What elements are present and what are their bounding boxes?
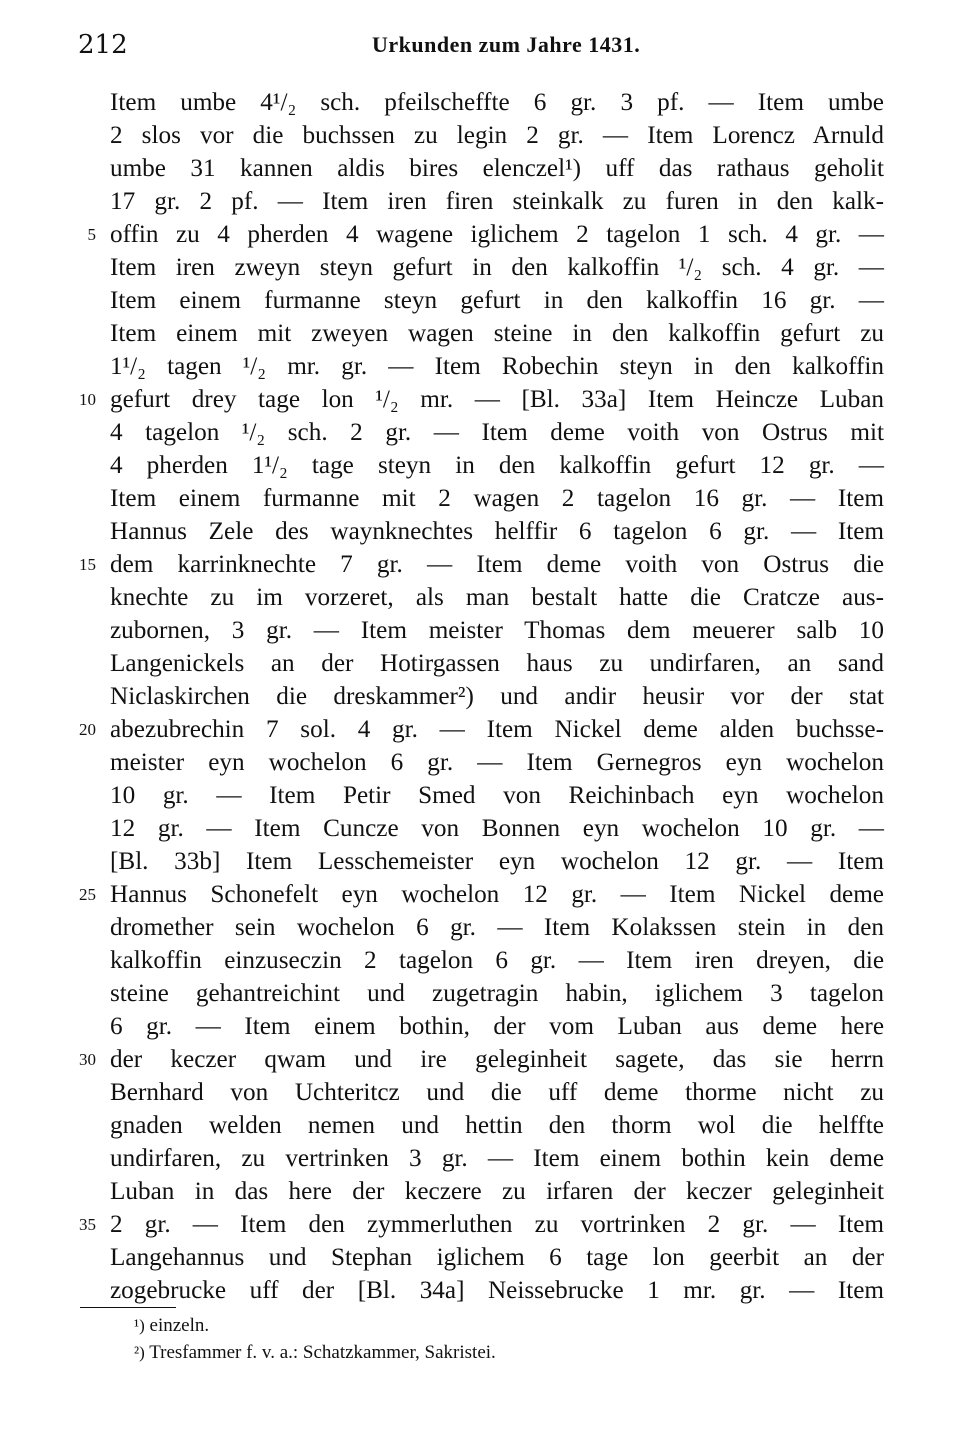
line-number: 35 <box>79 1215 96 1234</box>
text-line: Hannus Schonefelt eyn wochelon 12 gr. — Item Nickel deme <box>110 881 884 908</box>
text-line: [Bl. 33b] Item Lesschemeister eyn wochelon 12 gr. — Item <box>110 848 884 875</box>
text-line: Item einem furmanne mit 2 wagen 2 tagelon 16 gr. — Item <box>110 485 884 512</box>
footnote-text: einzeln. <box>149 1315 210 1336</box>
text-line: steine gehantreichint und zugetragin habin, iglichem 3 tagelon <box>110 980 884 1007</box>
text-line: 2 slos vor die buchssen zu legin 2 gr. — Item Lorencz Arnuld <box>110 122 884 149</box>
footnote-text: Tresfammer f. v. a.: Schatzkammer, Sakristei. <box>149 1342 496 1363</box>
text-line: zubornen, 3 gr. — Item meister Thomas dem meuerer salb 10 <box>110 617 884 644</box>
text-line: undirfaren, zu vertrinken 3 gr. — Item einem bothin kein deme <box>110 1145 884 1172</box>
page-number: 212 <box>78 30 128 60</box>
footnote-mark: ¹) <box>134 1316 145 1335</box>
footnote-mark: ²) <box>134 1343 145 1362</box>
line-number: 25 <box>79 885 96 904</box>
line-number: 20 <box>79 720 96 739</box>
footnote <box>134 1339 834 1366</box>
line-number: 10 <box>79 390 96 409</box>
line-number: 5 <box>87 225 96 244</box>
text-line: Langenickels an der Hotirgassen haus zu undirfaren, an sand <box>110 650 884 677</box>
text-line: 4 tagelon ¹/₂ sch. 2 gr. — Item deme voith von Ostrus mit <box>110 419 884 446</box>
text-line: knechte zu im vorzeret, als man bestalt hatte die Cratcze aus- <box>110 584 884 611</box>
text-line: 1¹/₂ tagen ¹/₂ mr. gr. — Item Robechin steyn in den kalkoffin <box>110 353 884 380</box>
text-line: Hannus Zele des waynknechtes helffir 6 tagelon 6 gr. — Item <box>110 518 884 545</box>
text-line: zogebrucke uff der [Bl. 34a] Neissebrucke 1 mr. gr. — Item <box>110 1277 884 1304</box>
text-line: dromether sein wochelon 6 gr. — Item Kolakssen stein in den <box>110 914 884 941</box>
text-line: der keczer qwam und ire geleginheit sagete, das sie herrn <box>110 1046 884 1073</box>
text-line: gnaden welden nemen und hettin den thorm wol die helffte <box>110 1112 884 1139</box>
text-line: 2 gr. — Item den zymmerluthen zu vortrinken 2 gr. — Item <box>110 1211 884 1238</box>
line-number: 15 <box>79 555 96 574</box>
running-head: Urkunden zum Jahre 1431. <box>372 32 641 57</box>
text-line: Item einem mit zweyen wagen steine in den kalkoffin gefurt zu <box>110 320 884 347</box>
text-line: dem karrinknechte 7 gr. — Item deme voith von Ostrus die <box>110 551 884 578</box>
footnote <box>134 1312 834 1339</box>
text-line: offin zu 4 pherden 4 wagene iglichem 2 tagelon 1 sch. 4 gr. — <box>110 221 884 248</box>
text-line: Niclaskirchen die dreskammer²) und andir heusir vor der stat <box>110 683 884 710</box>
text-line: Item umbe 4¹/₂ sch. pfeilscheffte 6 gr. 3 pf. — Item umbe <box>110 89 884 116</box>
line-number: 30 <box>79 1050 96 1069</box>
text-line: Langehannus und Stephan iglichem 6 tage lon geerbit an der <box>110 1244 884 1271</box>
text-line: Item einem furmanne steyn gefurt in den kalkoffin 16 gr. — <box>110 287 884 314</box>
text-line: kalkoffin einzuseczin 2 tagelon 6 gr. — Item iren dreyen, die <box>110 947 884 974</box>
text-line: gefurt drey tage lon ¹/₂ mr. — [Bl. 33a] Item Heincze Luban <box>110 386 884 413</box>
text-line: 6 gr. — Item einem bothin, der vom Luban aus deme here <box>110 1013 884 1040</box>
text-line: Bernhard von Uchteritcz und die uff deme thorme nicht zu <box>110 1079 884 1106</box>
text-line: 12 gr. — Item Cuncze von Bonnen eyn wochelon 10 gr. — <box>110 815 884 842</box>
text-line: meister eyn wochelon 6 gr. — Item Gernegros eyn wochelon <box>110 749 884 776</box>
text-line: 4 pherden 1¹/₂ tage steyn in den kalkoffin gefurt 12 gr. — <box>110 452 884 479</box>
page-header <box>78 30 884 70</box>
footnote-divider <box>80 1307 176 1308</box>
text-line: 17 gr. 2 pf. — Item iren firen steinkalk zu furen in den kalk- <box>110 188 884 215</box>
text-line: umbe 31 kannen aldis bires elenczel¹) uff das rathaus geholit <box>110 155 884 182</box>
text-line: Luban in das here der keczere zu irfaren der keczer geleginheit <box>110 1178 884 1205</box>
text-line: Item iren zweyn steyn gefurt in den kalkoffin ¹/₂ sch. 4 gr. — <box>110 254 884 281</box>
text-line: abezubrechin 7 sol. 4 gr. — Item Nickel deme alden buchsse- <box>110 716 884 743</box>
footnotes <box>134 1312 834 1366</box>
text-line: 10 gr. — Item Petir Smed von Reichinbach eyn wochelon <box>110 782 884 809</box>
